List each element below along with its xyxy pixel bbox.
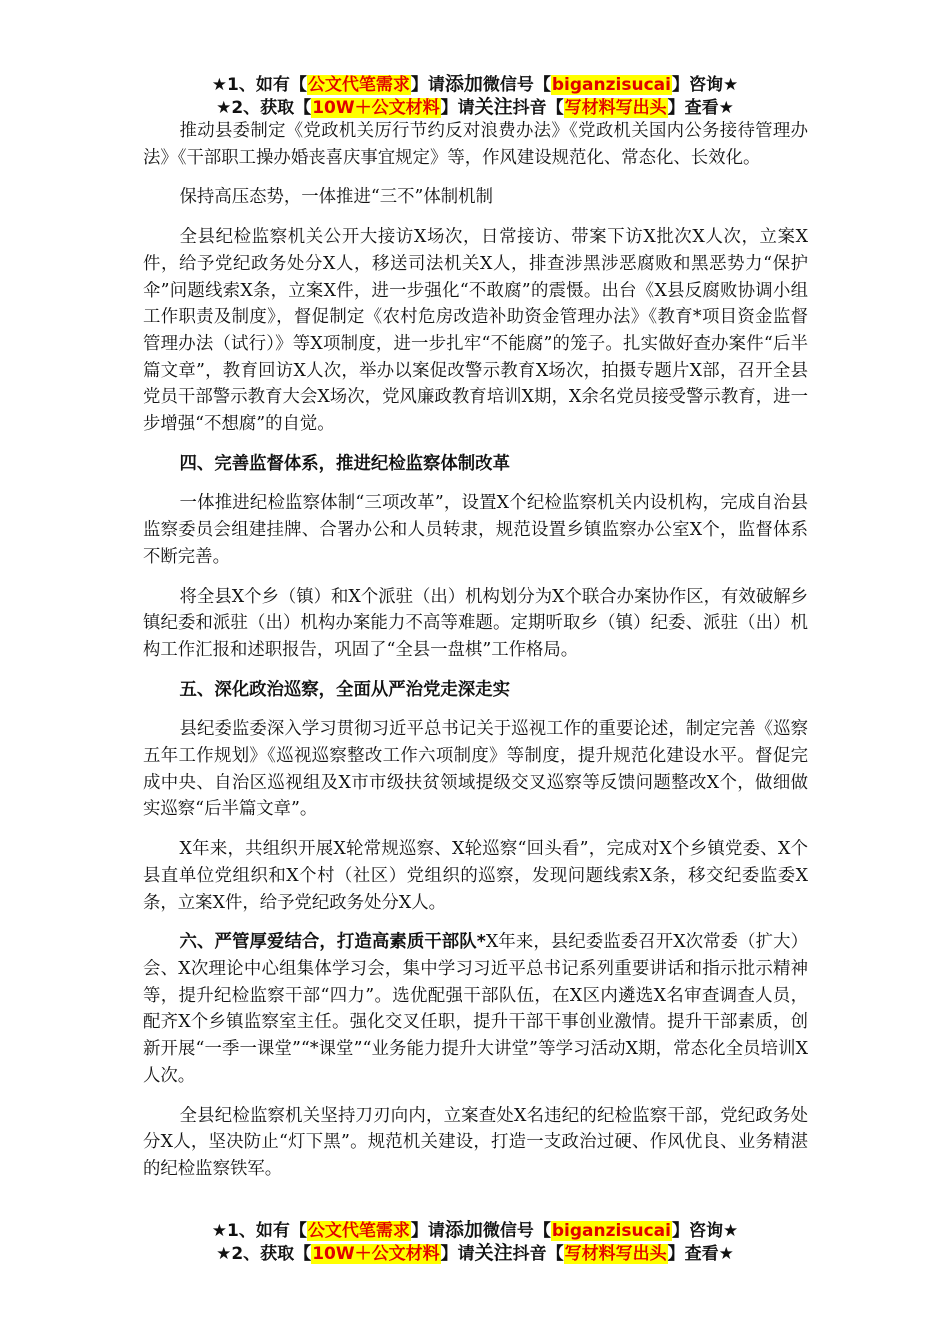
banner-text: 】请 (410, 1221, 445, 1241)
banner-emphasis: 添加 (444, 1219, 483, 1241)
banner-text: 】请 (440, 98, 475, 118)
banner-text: ★2、获取【 (216, 1244, 312, 1264)
paragraph-text: X年来，县纪委监委召开X次常委（扩大）会、X次理论中心组集体学习会，集中学习习近平总书记系列重要讲话和指示批示精神等，提升纪检监察干部“四力”。选优配强干部队伍，在X区内遴选X名审查调查人员，配齐X个乡镇监察室主任。强化交叉任职，提升干部干事创业激情。提升干部素质，创新开展“一季一课堂”“*课堂”“业务能力提升大讲堂”等学习活动X期，常态化全员培训X人次。 (143, 932, 808, 1086)
banner-text: 】查看★ (667, 98, 734, 118)
banner-text: 】咨询★ (671, 75, 739, 95)
banner-text: 】请 (440, 1244, 475, 1264)
document-body (143, 118, 808, 1196)
banner-emphasis: 关注 (474, 1242, 513, 1264)
banner-text: 抖音【 (512, 1244, 564, 1264)
banner-text: ★1、如有【 (211, 75, 307, 95)
banner-highlight: 10W＋公文材料 (312, 1244, 440, 1264)
section-heading: 四、完善监督体系，推进纪检监察体制改革 (179, 453, 510, 474)
banner-text: ★1、如有【 (211, 1221, 307, 1241)
banner-emphasis: 添加 (444, 73, 483, 95)
paragraph: 全县纪检监察机关坚持刀刃向内，立案查处X名违纪的纪检监察干部，党纪政务处分X人，坚决防止“灯下黑”。规范机关建设，打造一支政治过硬、作风优良、业务精湛的纪检监察铁军。 (143, 1105, 808, 1179)
banner-highlight: biganzisucai (551, 75, 671, 95)
banner-emphasis: 关注 (474, 96, 513, 118)
promo-banner-top-line2 (0, 95, 950, 120)
banner-text: 】请 (410, 75, 445, 95)
banner-text: ★2、获取【 (216, 98, 312, 118)
banner-highlight: 公文代笔需求 (307, 1221, 410, 1241)
promo-banner-bottom-line1 (0, 1218, 950, 1243)
promo-banner-bottom-line2 (0, 1241, 950, 1266)
promo-banner-top-line1 (0, 72, 950, 97)
paragraph: 推动县委制定《党政机关厉行节约反对浪费办法》《党政机关国内公务接待管理办法》《干部职工操办婚丧喜庆事宜规定》等，作风建设规范化、常态化、长效化。 (143, 121, 808, 168)
banner-highlight: 10W＋公文材料 (312, 98, 440, 118)
banner-highlight: 写材料写出头 (564, 1244, 667, 1264)
paragraph: 县纪委监委深入学习贯彻习近平总书记关于巡视工作的重要论述，制定完善《巡察五年工作规划》《巡视巡察整改工作六项制度》等制度，提升规范化建设水平。督促完成中央、自治区巡视组及X市市级扶贫领域提级交叉巡察等反馈问题整改X个，做细做实巡察“后半篇文章”。 (143, 719, 808, 820)
paragraph: 全县纪检监察机关公开大接访X场次，日常接访、带案下访X批次X人次，立案X件，给予党纪政务处分X人，移送司法机关X人，排查涉黑涉恶腐败和黑恶势力“保护伞”问题线索X条，立案X件，进一步强化“不敢腐”的震慑。出台《X县反腐败协调小组工作职责及制度》，督促制定《农村危房改造补助资金管理办法》《教育*项目资金监督管理办法（试行）》等X项制度，进一步扎牢“不能腐”的笼子。扎实做好查办案件“后半篇文章”，教育回访X人次，举办以案促改警示教育X场次，拍摄专题片X部，召开全县党员干部警示教育大会X场次，党风廉政教育培训X期，X余名党员接受警示教育，进一步增强“不想腐”的自觉。 (143, 227, 808, 435)
banner-highlight: 公文代笔需求 (307, 75, 410, 95)
paragraph-with-heading (143, 929, 808, 1089)
banner-text: 微信号【 (482, 75, 551, 95)
paragraph: X年来，共组织开展X轮常规巡察、X轮巡察“回头看”，完成对X个乡镇党委、X个县直单位党组织和X个村（社区）党组织的巡察，发现问题线索X条，移交纪委监委X条，立案X件，给予党纪政务处分X人。 (143, 839, 808, 913)
paragraph: 一体推进纪检监察体制“三项改革”，设置X个纪检监察机关内设机构，完成自治县监察委员会组建挂牌、合署办公和人员转隶，规范设置乡镇监察办公室X个，监督体系不断完善。 (143, 493, 808, 567)
banner-highlight: biganzisucai (551, 1221, 671, 1241)
paragraph: 保持高压态势，一体推进“三不”体制机制 (179, 187, 493, 208)
section-heading: 五、深化政治巡察，全面从严治党走深走实 (179, 679, 510, 700)
banner-text: 】查看★ (667, 1244, 734, 1264)
banner-highlight: 写材料写出头 (564, 98, 667, 118)
inline-section-heading: 六、严管厚爱结合，打造高素质干部队* (179, 932, 486, 953)
banner-text: 】咨询★ (671, 1221, 739, 1241)
banner-text: 微信号【 (482, 1221, 551, 1241)
banner-text: 抖音【 (512, 98, 564, 118)
paragraph: 将全县X个乡（镇）和X个派驻（出）机构划分为X个联合办案协作区，有效破解乡镇纪委和派驻（出）机构办案能力不高等难题。定期听取乡（镇）纪委、派驻（出）机构工作汇报和述职报告，巩固了“全县一盘棋”工作格局。 (143, 586, 808, 660)
